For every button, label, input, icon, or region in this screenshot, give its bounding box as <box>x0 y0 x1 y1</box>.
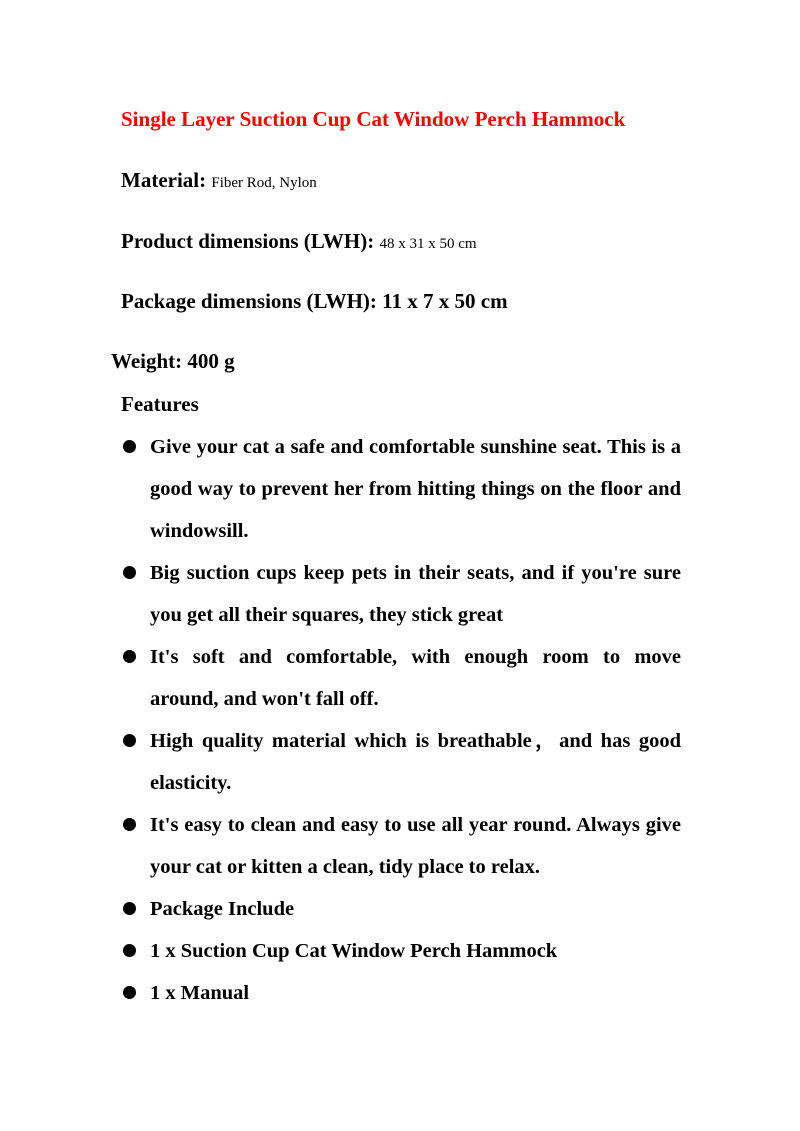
list-item-text: It's easy to clean and easy to use all year round. Always give your cat or kitten a clean, tidy place to relax. <box>150 814 681 878</box>
list-item-text: Big suction cups keep pets in their seats, and if you're sure you get all their squares, they stick great <box>150 562 681 626</box>
spec-product-dimensions-label: Product dimensions (LWH): <box>121 229 375 253</box>
spec-material-label: Material: <box>121 168 207 192</box>
spec-product-dimensions-value: 48 x 31 x 50 cm <box>379 236 477 252</box>
list-item-text: High quality material which is breathable，and has good elasticity. <box>150 730 681 794</box>
spec-weight-label: Weight: <box>111 349 183 373</box>
list-item <box>121 426 681 552</box>
spec-material-value: Fiber Rod, Nylon <box>211 175 317 191</box>
list-item-text: 1 x Manual <box>150 982 250 1004</box>
list-item <box>121 720 681 804</box>
list-item-text: 1 x Suction Cup Cat Window Perch Hammock <box>150 940 558 962</box>
bullet-dot-icon <box>123 944 136 957</box>
list-item <box>121 888 681 930</box>
spec-weight <box>111 349 235 374</box>
spec-material <box>121 168 317 193</box>
list-item <box>121 636 681 720</box>
bullet-dot-icon <box>123 902 136 915</box>
list-item <box>121 804 681 888</box>
list-item-text: It's soft and comfortable, with enough room to move around, and won't fall off. <box>150 646 681 710</box>
list-item-text: Give your cat a safe and comfortable sunshine seat. This is a good way to prevent her from hitting things on the floor and windowsill. <box>150 436 681 542</box>
bullet-dot-icon <box>123 986 136 999</box>
list-item <box>121 552 681 636</box>
spec-package-dimensions-value: 11 x 7 x 50 cm <box>382 289 508 313</box>
features-list <box>121 426 681 1014</box>
bullet-dot-icon <box>123 566 136 579</box>
bullet-dot-icon <box>123 440 136 453</box>
features-heading: Features <box>121 392 199 416</box>
bullet-dot-icon <box>123 650 136 663</box>
spec-weight-value: 400 g <box>187 349 235 373</box>
product-title: Single Layer Suction Cup Cat Window Perch Hammock <box>121 107 626 131</box>
list-item-text: Package Include <box>150 898 295 920</box>
spec-product-dimensions <box>121 229 477 254</box>
spec-package-dimensions-label: Package dimensions (LWH): <box>121 289 377 313</box>
bullet-dot-icon <box>123 818 136 831</box>
list-item <box>121 930 681 972</box>
spec-package-dimensions <box>121 289 508 314</box>
list-item <box>121 972 681 1014</box>
bullet-dot-icon <box>123 734 136 747</box>
